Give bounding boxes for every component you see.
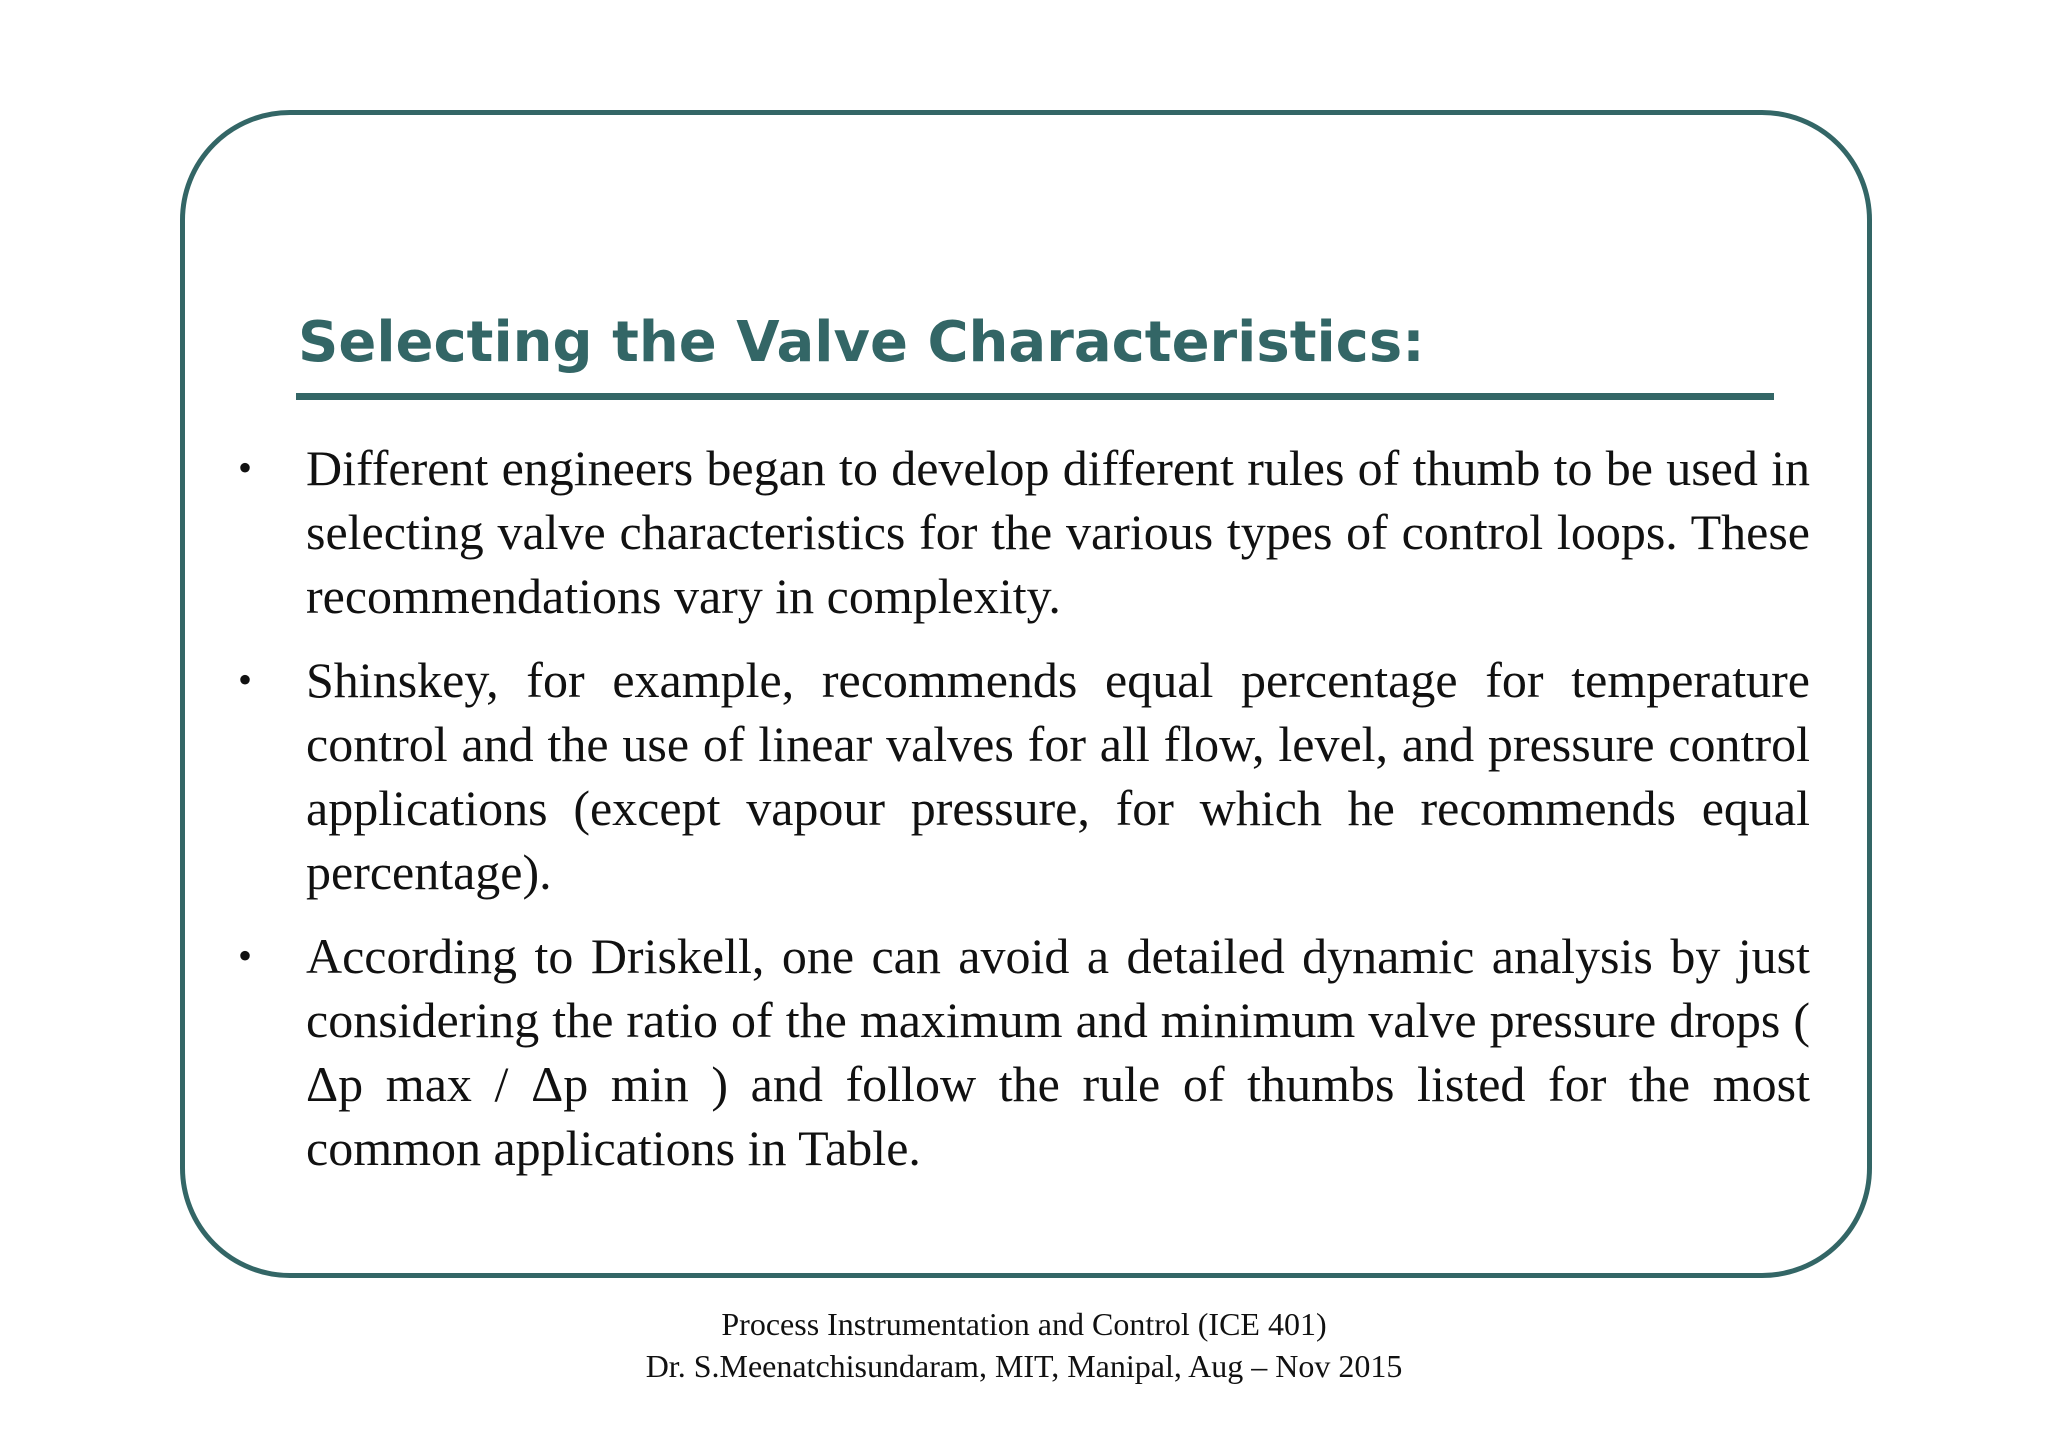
bullet-marker: • xyxy=(238,933,253,978)
bullet-text: Shinskey, for example, recommends equal percentage for temperature control and the use of linear valves for all flow, level, and pressure control applications (except vapour pressure, for which he recommends equal percentage). xyxy=(306,652,1810,900)
title-underline xyxy=(296,393,1774,400)
footer-author: Dr. S.Meenatchisundaram, MIT, Manipal, Aug – Nov 2015 xyxy=(645,1348,1403,1384)
slide-title: Selecting the Valve Characteristics: xyxy=(298,310,1425,375)
bullet-item xyxy=(238,436,1810,628)
bullet-text: According to Driskell, one can avoid a detailed dynamic analysis by just considering the ratio of the maximum and minimum valve pressure drops ( Δp max / Δp min ) and follow the rule of thumbs listed for the most common applications in Table. xyxy=(306,928,1810,1176)
bullet-text: Different engineers began to develop different rules of thumb to be used in selecting valve characteristics for the various types of control loops. These recommendations vary in complexity. xyxy=(306,440,1810,624)
bullet-item xyxy=(238,924,1810,1180)
bullet-marker: • xyxy=(238,657,253,702)
bullet-item xyxy=(238,648,1810,904)
slide-footer xyxy=(0,1303,2048,1387)
bullet-marker: • xyxy=(238,445,253,490)
bullet-list xyxy=(238,436,1810,1200)
footer-course: Process Instrumentation and Control (ICE 401) xyxy=(721,1306,1327,1342)
